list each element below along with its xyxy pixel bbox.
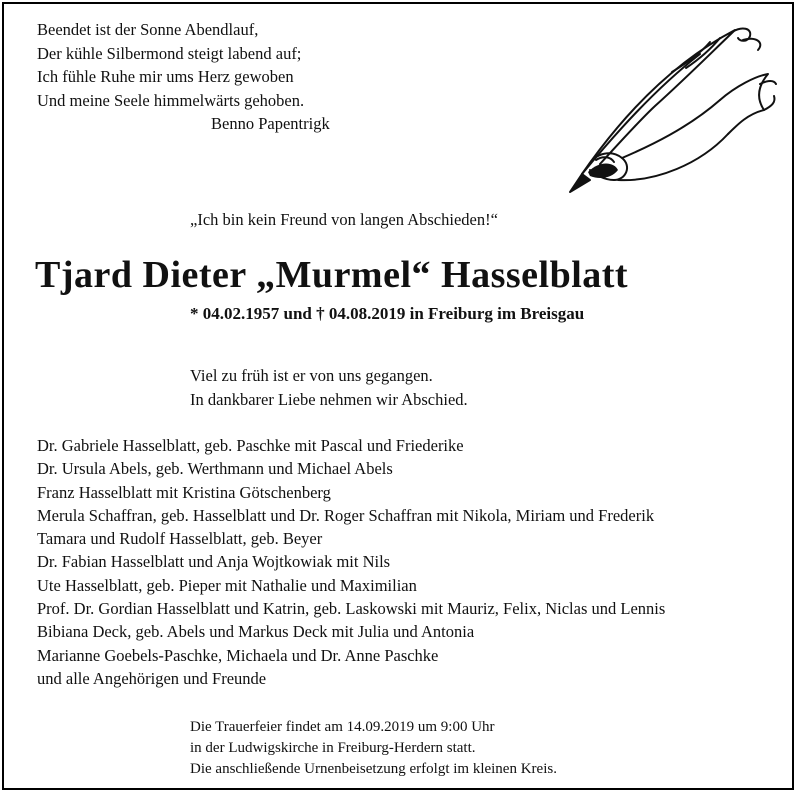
mourner-line: Franz Hasselblatt mit Kristina Götschenberg: [37, 482, 331, 502]
poem-line: Der kühle Silbermond steigt labend auf;: [37, 43, 302, 63]
service-line: Die anschließende Urnenbeisetzung erfolgt im kleinen Kreis.: [190, 761, 557, 777]
service-line: in der Ludwigskirche in Freiburg-Herdern statt.: [190, 740, 476, 756]
mourner-line: und alle Angehörigen und Freunde: [37, 668, 267, 688]
poem-author: Benno Papentrigk: [211, 114, 330, 133]
deceased-name: Tjard Dieter „Murmel“ Hasselblatt: [35, 254, 629, 296]
poem-line: Beendet ist der Sonne Abendlauf,: [37, 20, 259, 39]
poem: [37, 18, 330, 136]
mourner-line: Tamara und Rudolf Hasselblatt, geb. Beyer: [37, 529, 323, 549]
quill-pen-icon: [560, 24, 780, 199]
mourners-list: [37, 434, 665, 690]
quote: „Ich bin kein Freund von langen Abschieden!“: [190, 210, 498, 229]
mourner-line: Dr. Fabian Hasselblatt und Anja Wojtkowiak mit Nils: [37, 552, 391, 572]
poem-line: Ich fühle Ruhe mir ums Herz gewoben: [37, 67, 294, 86]
mourner-line: Bibiana Deck, geb. Abels und Markus Deck mit Julia und Antonia: [37, 622, 475, 642]
mourner-line: Ute Hasselblatt, geb. Pieper mit Nathalie und Maximilian: [37, 575, 417, 595]
farewell-line: Viel zu früh ist er von uns gegangen.: [190, 366, 433, 385]
farewell-line: In dankbarer Liebe nehmen wir Abschied.: [190, 389, 468, 409]
mourner-line: Prof. Dr. Gordian Hasselblatt und Katrin, geb. Laskowski mit Mauriz, Felix, Niclas und Lennis: [37, 599, 666, 619]
poem-line: Und meine Seele himmelwärts gehoben.: [37, 90, 305, 110]
farewell-text: [190, 364, 468, 411]
service-line: Die Trauerfeier findet am 14.09.2019 um 9:00 Uhr: [190, 719, 495, 735]
mourner-line: Dr. Gabriele Hasselblatt, geb. Paschke mit Pascal und Friederike: [37, 436, 464, 455]
mourner-line: Marianne Goebels-Paschke, Michaela und Dr. Anne Paschke: [37, 645, 439, 665]
life-dates: * 04.02.1957 und † 04.08.2019 in Freiburg im Breisgau: [190, 304, 585, 323]
funeral-service-info: [190, 717, 557, 780]
obituary-frame: [2, 2, 794, 790]
mourner-line: Dr. Ursula Abels, geb. Werthmann und Michael Abels: [37, 459, 393, 479]
mourner-line: Merula Schaffran, geb. Hasselblatt und Dr. Roger Schaffran mit Nikola, Miriam und Frederik: [37, 505, 655, 525]
